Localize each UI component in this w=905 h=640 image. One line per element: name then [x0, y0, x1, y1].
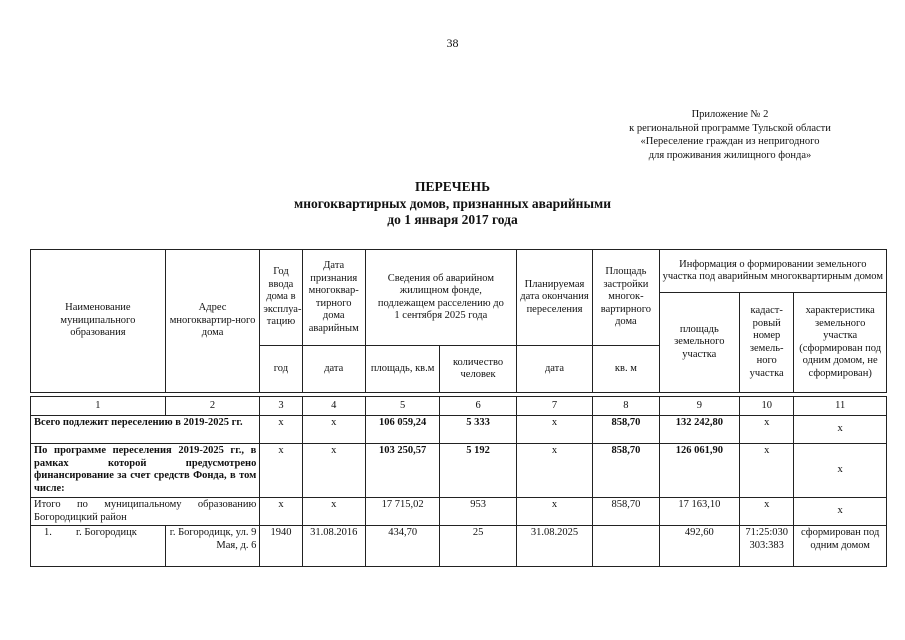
title-line: ПЕРЕЧЕНЬ — [414, 179, 491, 194]
cell-building-area — [593, 526, 659, 567]
appendix-line: «Переселение граждан из непригодного — [640, 136, 820, 147]
row-number: 1. — [44, 527, 52, 538]
column-number: 5 — [365, 397, 439, 416]
header-municipality: Наименование муниципального образования — [31, 250, 166, 393]
header-cadastral: кадаст-ровый номер земель-ного участка — [740, 293, 794, 393]
header-commission-year: Год ввода дома в эксплуа-тацию — [260, 250, 302, 346]
cell-land-char: х — [794, 444, 887, 498]
cell-area: 103 250,57 — [365, 444, 439, 498]
cell-land-area: 492,60 — [659, 526, 739, 567]
cell-people: 5 333 — [440, 416, 516, 444]
cell-year: 1940 — [260, 526, 302, 567]
table-row-total — [31, 416, 887, 444]
cell-land-char: х — [794, 416, 887, 444]
unit-sqm: кв. м — [593, 346, 659, 393]
column-number: 11 — [794, 397, 887, 416]
row-label: Всего подлежит переселению в 2019-2025 гг. — [31, 416, 260, 444]
cell-date: х — [302, 444, 365, 498]
cell-building-area: 858,70 — [593, 498, 659, 526]
cell-date: х — [302, 416, 365, 444]
cell-people: 25 — [440, 526, 516, 567]
column-number: 6 — [440, 397, 516, 416]
appendix-line: для проживания жилищного фонда» — [648, 149, 812, 161]
header-address: Адрес многоквартир-ного дома — [165, 250, 260, 393]
row-label: По программе переселения 2019-2025 гг., в рамках которой предусмотрено финансирование за счет средств Фонда, в том числе: — [31, 444, 260, 498]
cell-people: 953 — [440, 498, 516, 526]
header-planned-end: Планируемая дата окончания переселения — [516, 250, 592, 346]
cell-date: 31.08.2016 — [302, 526, 365, 567]
column-number-row — [31, 397, 887, 416]
header-land-info: Информация о формировании земельного участка под аварийным многоквартирным домом — [659, 250, 886, 293]
cell-building-area: 858,70 — [593, 416, 659, 444]
cell-cadastral: х — [740, 498, 794, 526]
cell-address: г. Богородицк, ул. 9 Мая, д. 6 — [165, 526, 260, 567]
cell-cadastral: 71:25:030 303:383 — [740, 526, 794, 567]
cell-year: х — [260, 498, 302, 526]
cell-area: 106 059,24 — [365, 416, 439, 444]
table-row — [31, 526, 887, 567]
column-number: 7 — [516, 397, 592, 416]
header-land-area: площадь земельного участка — [659, 293, 739, 393]
title-line: многоквартирных домов, признанных аварийными — [294, 195, 611, 211]
title-line: до 1 января 2017 года — [387, 212, 518, 227]
cell-planned: х — [516, 498, 592, 526]
cell-area: 434,70 — [365, 526, 439, 567]
column-number: 1 — [31, 397, 166, 416]
cell-land-area: 126 061,90 — [659, 444, 739, 498]
appendix-line: Приложение № 2 — [691, 109, 769, 120]
cell-cadastral: х — [740, 416, 794, 444]
table-row-program — [31, 444, 887, 498]
document-title — [0, 179, 905, 229]
emergency-housing-table — [30, 249, 887, 567]
column-number: 4 — [302, 397, 365, 416]
column-number: 10 — [740, 397, 794, 416]
cell-planned: х — [516, 444, 592, 498]
header-building-area: Площадь застройки многок-вартирного дома — [593, 250, 659, 346]
header-fund-info: Сведения об аварийном жилищном фонде, подлежащем расселению до 1 сентября 2025 года — [365, 250, 516, 346]
page-number: 38 — [446, 36, 459, 50]
cell-cadastral: х — [740, 444, 794, 498]
municipality-name: г. Богородицк — [76, 527, 137, 538]
unit-date: дата — [516, 346, 592, 393]
header-land-char: характеристика земельного участка (сформирован под одним домом, не сформирован) — [794, 293, 887, 393]
column-number: 9 — [659, 397, 739, 416]
header-recognition-date: Дата признания многоквар-тирного дома аварийным — [302, 250, 365, 346]
unit-area: площадь, кв.м — [365, 346, 439, 393]
table-row-district — [31, 498, 887, 526]
cell-planned: 31.08.2025 — [516, 526, 592, 567]
cell-planned: х — [516, 416, 592, 444]
header-row — [31, 250, 887, 293]
cell-municipality — [31, 526, 166, 567]
cell-people: 5 192 — [440, 444, 516, 498]
cell-year: х — [260, 416, 302, 444]
cell-land-area: 17 163,10 — [659, 498, 739, 526]
column-number: 8 — [593, 397, 659, 416]
cell-land-area: 132 242,80 — [659, 416, 739, 444]
cell-area: 17 715,02 — [365, 498, 439, 526]
cell-land-char: х — [794, 498, 887, 526]
cell-building-area: 858,70 — [593, 444, 659, 498]
column-number: 2 — [165, 397, 260, 416]
unit-date: дата — [302, 346, 365, 393]
row-label: Итого по муниципальному образованию Богородицкий район — [31, 498, 260, 526]
appendix-line: к региональной программе Тульской области — [629, 122, 831, 134]
appendix-note — [560, 108, 900, 162]
cell-land-char: сформирован под одним домом — [794, 526, 887, 567]
column-number: 3 — [260, 397, 302, 416]
unit-year: год — [260, 346, 302, 393]
cell-year: х — [260, 444, 302, 498]
unit-people: количество человек — [440, 346, 516, 393]
cell-date: х — [302, 498, 365, 526]
